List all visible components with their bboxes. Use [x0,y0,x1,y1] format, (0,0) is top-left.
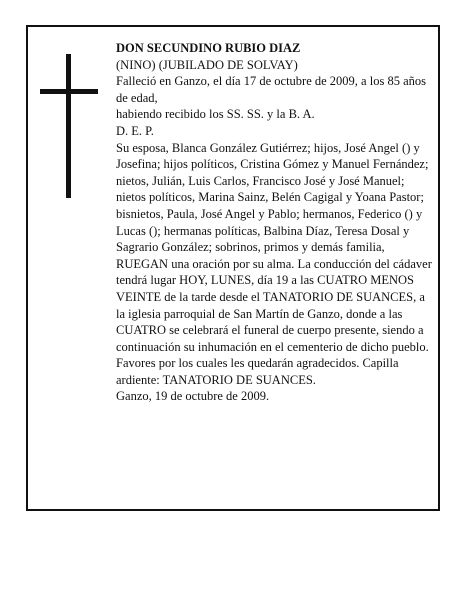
date-line: Ganzo, 19 de octubre de 2009. [116,389,270,404]
obituary-notice [26,25,440,511]
deceased-name: DON SECUNDINO RUBIO DIAZ [116,41,301,55]
rip-line: D. E. P. [116,123,154,138]
cross-icon [40,54,98,198]
death-info: Falleció en Ganzo, el día 17 de octubre de 2009, a los 85 años de edad, [116,74,426,105]
sacraments-line: habiendo recibido los SS. SS. y la B. A. [116,107,315,122]
deceased-subtitle: (NINO) (JUBILADO DE SOLVAY) [116,57,298,72]
cross-vertical-bar [66,54,71,198]
cross-horizontal-bar [40,89,98,94]
family-announcement: Su esposa, Blanca González Gutiérrez; hijos, José Angel () y Josefina; hijos políticos, Cristina Gómez y Manuel Fernández; nietos, Julián, Luis Carlos, Francisco José y José Manuel; nietos políticos, Marina Sainz, Belén Cagigal y Yoana Pastor; bisnietos, Paula, José Angel y Pablo; hermanos, Federico () y Lucas (); hermanas políticas, Balbina Díaz, Teresa Dosal y Sagrario González; sobrinos, primos y demás familia, RUEGAN una oración por su alma. La conducción del cádaver tendrá lugar HOY, LUNES, día 19 a las CUATRO MENOS VEINTE de la tarde desde el TANATORIO DE SUANCES, a la iglesia parroquial de San Martín de Ganzo, donde a las CUATRO se celebrará el funeral de cuerpo presente, siendo a continuación su inhumación en el cementerio de dicho pueblo. Favores por los cuales les quedarán agradecidos. Capilla ardiente: TANATORIO DE SUANCES. [116,140,432,387]
obituary-text [116,40,434,405]
